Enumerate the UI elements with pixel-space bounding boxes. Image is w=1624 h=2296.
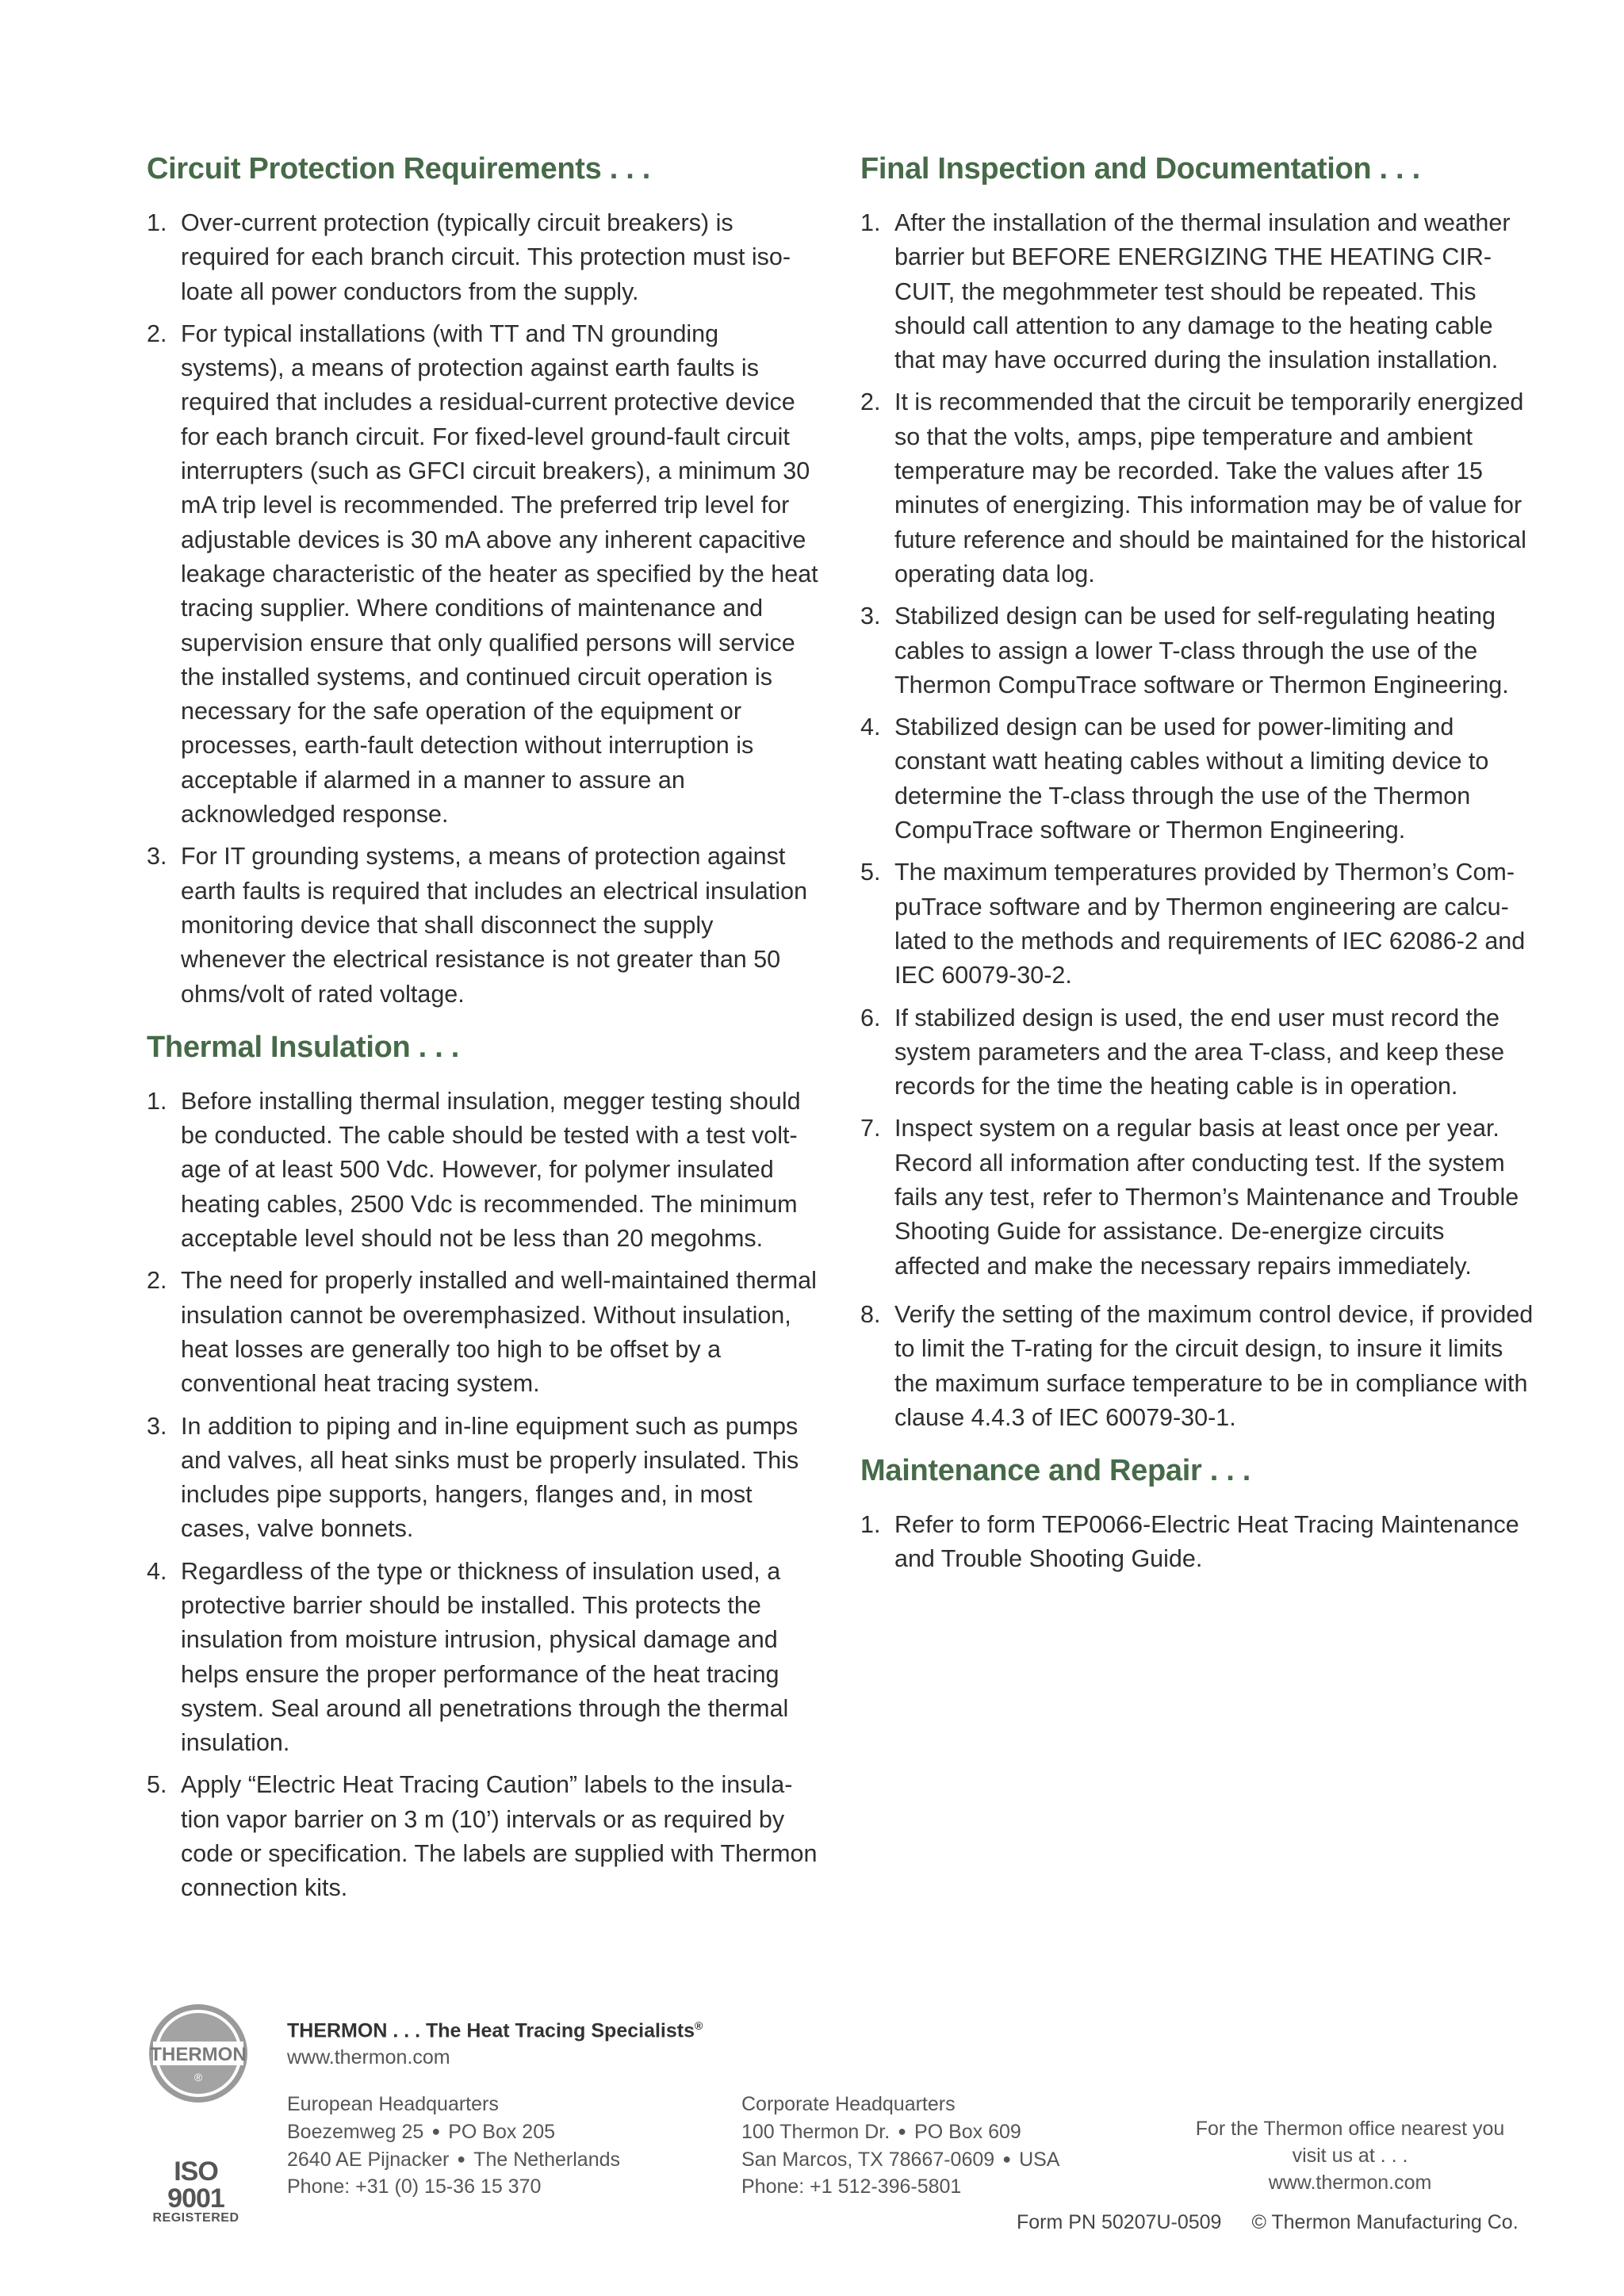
list-item [147, 206, 821, 309]
item-text: After the installation of the thermal insulation and weather barrier but BEFORE ENERGIZING THE HEATING CIRCUIT, the megohmmeter test should be repeated. This should call attention to any damage to the heating cable that may have occurred during the insulation installation. [894, 209, 1511, 374]
item-number: 6. [860, 1004, 881, 1031]
section-heading-final-inspection: Final Inspection and Documentation . . . [860, 152, 1420, 186]
list-item [147, 840, 821, 1011]
item-text: Stabilized design can be used for self-regulating heating cables to assign a lower T-class through the use of the Thermon CompuTrace software or Thermon Engineering. [894, 603, 1509, 698]
item-number: 1. [147, 209, 167, 236]
european-headquarters [287, 2091, 620, 2200]
brand-block [287, 2012, 703, 2071]
final-inspection-list [860, 206, 1534, 1435]
logo-registered-mark: ® [193, 2071, 203, 2084]
circuit-protection-list [147, 206, 821, 1012]
item-number: 4. [147, 1557, 167, 1585]
thermal-insulation-list [147, 1085, 821, 1906]
bullet-separator: ● [457, 2151, 466, 2167]
left-column [147, 149, 821, 1922]
nearest-website-link[interactable]: www.thermon.com [1268, 2172, 1432, 2194]
corp-phone: Phone: +1 512-396-5801 [741, 2175, 962, 2198]
eu-country: The Netherlands [473, 2149, 620, 2171]
corp-street: 100 Thermon Dr. [741, 2121, 891, 2143]
list-item [860, 710, 1534, 848]
section-heading-circuit-protection: Circuit Protection Requirements . . . [147, 152, 651, 186]
maintenance-repair-list [860, 1508, 1534, 1577]
form-line [1017, 2209, 1519, 2236]
item-text: Stabilized design can be used for power-limiting and constant watt heating cables without a limiting device to determine the T-class through the use of the Thermon CompuTrace software or Thermon Engineering. [894, 714, 1489, 844]
item-text: Apply “Electric Heat Tracing Caution” labels to the insulation vapor barrier on 3 m (10’) intervals or as required by code or specification. The labels are supplied with Thermon connection kits. [181, 1771, 818, 1902]
item-number: 2. [147, 1267, 167, 1295]
copyright: © Thermon Manufacturing Co. [1251, 2211, 1519, 2233]
item-number: 3. [860, 603, 881, 630]
list-item [147, 1555, 821, 1761]
list-item [860, 1508, 1534, 1577]
tagline [287, 2012, 703, 2044]
bullet-separator: ● [898, 2123, 907, 2139]
list-item [860, 1112, 1534, 1283]
item-text: It is recommended that the circuit be temporarily energized so that the volts, amps, pipe temperature and ambient temperature may be recorded. Take the values after 15 minutes of energizing. This information may be of value for future reference and should be maintained for the historical operating data log. [894, 388, 1526, 587]
list-item [860, 855, 1534, 993]
tagline-registered-mark: ® [695, 2019, 703, 2032]
corp-address-line-1 [741, 2118, 1059, 2145]
corp-title: Corporate Headquarters [741, 2093, 956, 2115]
item-number: 1. [860, 1511, 881, 1539]
item-text: For IT grounding systems, a means of protection against earth faults is required that includes an electrical insulation monitoring device that shall disconnect the supply whenever the electrical resistance is not greater than 50 ohms/volt of rated voltage. [181, 843, 808, 1008]
nearest-line-1: For the Thermon office nearest you [1195, 2118, 1505, 2140]
item-text: If stabilized design is used, the end user must record the system parameters and the area T-class, and keep these records for the time the heating cable is in operation. [894, 1004, 1505, 1100]
section-heading-thermal-insulation: Thermal Insulation . . . [147, 1030, 459, 1064]
list-item [860, 599, 1534, 702]
corp-po-box: PO Box 609 [914, 2121, 1021, 2143]
item-number: 1. [860, 209, 881, 236]
corp-city: San Marcos, TX 78667-0609 [741, 2149, 995, 2171]
item-number: 3. [147, 1412, 167, 1440]
item-text: Inspect system on a regular basis at least once per year. Record all information after conducting test. If the system fails any test, refer to Thermon’s Maintenance and Trouble Shooting Guide for assistance. De-energize circuits affected and make the necessary repairs immediately. [894, 1115, 1519, 1280]
iso-number: ISO 9001 [167, 2156, 224, 2214]
thermon-logo [147, 2002, 250, 2105]
nearest-line-2: visit us at . . . [1292, 2145, 1408, 2167]
item-text: Before installing thermal insulation, megger testing should be conducted. The cable should be tested with a test voltage of at least 500 Vdc. However, for polymer insulated heating cables, 2500 Vdc is recommended. The minimum acceptable level should not be less than 20 megohms. [181, 1087, 801, 1253]
list-item [860, 1001, 1534, 1104]
item-text: Refer to form TEP0066-Electric Heat Tracing Maintenance and Trouble Shooting Guide. [894, 1511, 1519, 1573]
list-item [147, 1410, 821, 1547]
form-part-number: Form PN 50207U-0509 [1017, 2211, 1222, 2233]
corporate-headquarters [741, 2091, 1059, 2200]
eu-title: European Headquarters [287, 2093, 499, 2115]
item-number: 3. [147, 843, 167, 871]
item-text: Verify the setting of the maximum control device, if provided to limit the T-rating for the circuit design, to insure it limits the maximum surface temperature to be in compliance with clause 4.4.3 of IEC 60079-30-1. [894, 1300, 1534, 1431]
eu-street: Boezemweg 25 [287, 2121, 424, 2143]
iso-badge [152, 2158, 239, 2225]
logo-wordmark: THERMON [150, 2044, 247, 2065]
item-text: The need for properly installed and well-maintained thermal insulation cannot be overemphasized. Without insulation, heat losses are generally too high to be offset by a conventional heat tracing system. [181, 1267, 817, 1398]
eu-address-line-1 [287, 2118, 620, 2145]
corp-country: USA [1019, 2149, 1060, 2171]
item-number: 2. [860, 388, 881, 416]
eu-phone: Phone: +31 (0) 15-36 15 370 [287, 2175, 542, 2198]
list-item [860, 1298, 1534, 1435]
bullet-separator: ● [1002, 2151, 1012, 2167]
list-item [147, 1264, 821, 1401]
list-item [147, 317, 821, 832]
item-number: 5. [860, 859, 881, 886]
eu-po-box: PO Box 205 [448, 2121, 556, 2143]
corp-address-line-2 [741, 2145, 1059, 2173]
item-text: For typical installations (with TT and TN grounding systems), a means of protection against earth faults is required that includes a residual-current protective device for each branch circuit. For fixed-level ground-fault circuit interrupters (such as GFCI circuit breakers), a minimum 30 mA trip level is recommended. The preferred trip level for adjustable devices is 30 mA above any inherent capacitive leakage characteristic of the heater as specified by the heat tracing supplier. Where conditions of maintenance and supervision ensure that only qualified persons will service the installed systems, and continued circuit operation is necessary for the safe operation of the equipment or processes, earth-fault detection without interruption is acceptable if alarmed in a manner to assure an acknowledged response. [181, 320, 818, 828]
tagline-text: THERMON . . . The Heat Tracing Specialists [287, 2019, 695, 2042]
iso-registered: REGISTERED [152, 2211, 239, 2225]
list-item [860, 385, 1534, 591]
item-number: 8. [860, 1300, 881, 1328]
website-link[interactable]: www.thermon.com [287, 2046, 450, 2069]
item-number: 4. [860, 714, 881, 741]
right-column [860, 149, 1534, 1593]
item-number: 7. [860, 1115, 881, 1142]
list-item [147, 1085, 821, 1256]
item-number: 5. [147, 1771, 167, 1799]
item-text: Regardless of the type or thickness of insulation used, a protective barrier should be installed. This protects the insulation from moisture intrusion, physical damage and helps ensure the proper performance of the heat tracing system. Seal around all penetrations through the thermal insulation. [181, 1557, 789, 1757]
bullet-separator: ● [431, 2123, 441, 2139]
item-text: In addition to piping and in-line equipment such as pumps and valves, all heat sinks must be properly insulated. This includes pipe supports, hangers, flanges and, in most cases, valve bonnets. [181, 1412, 799, 1543]
item-text: Over-current protection (typically circuit breakers) is required for each branch circuit. This protection must isoloate all power conductors from the supply. [181, 209, 791, 305]
section-heading-maintenance-repair: Maintenance and Repair . . . [860, 1454, 1251, 1488]
item-text: The maximum temperatures provided by Thermon’s CompuTrace software and by Thermon engineering are calculated to the methods and requirements of IEC 62086-2 and IEC 60079-30-2. [894, 859, 1526, 989]
eu-address-line-2 [287, 2145, 620, 2173]
item-number: 1. [147, 1087, 167, 1115]
list-item [147, 1768, 821, 1905]
item-number: 2. [147, 320, 167, 347]
list-item [860, 206, 1534, 377]
eu-city: 2640 AE Pijnacker [287, 2149, 450, 2171]
nearest-office-note [1178, 2115, 1522, 2196]
